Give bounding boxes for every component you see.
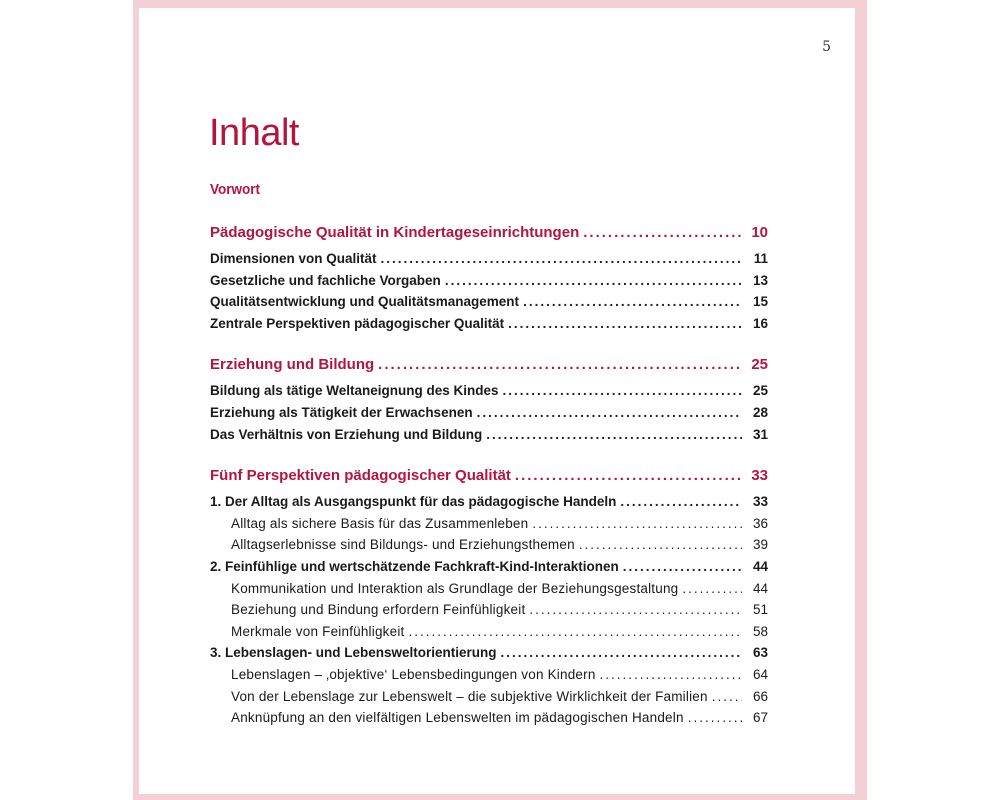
toc-subentry[interactable] — [210, 534, 768, 556]
dot-leader — [508, 313, 742, 335]
dot-leader — [486, 424, 742, 446]
dot-leader — [712, 686, 742, 708]
toc-page-number: 44 — [752, 580, 768, 596]
dot-leader — [523, 291, 742, 313]
toc-entry[interactable] — [210, 402, 768, 424]
toc-page-number: 67 — [752, 710, 768, 726]
toc-subentry-label: Merkmale von Feinfühligkeit — [231, 623, 405, 639]
toc-entry[interactable] — [210, 248, 768, 270]
toc-entry-label: Zentrale Perspektiven pädagogischer Qualität — [210, 315, 505, 331]
toc-entry-label: Gesetzliche und fachliche Vorgaben — [210, 272, 441, 288]
toc-subentry-label: Lebenslagen – ‚objektive‘ Lebensbedingungen von Kindern — [231, 666, 596, 682]
toc-subentry[interactable] — [210, 599, 768, 621]
toc-page-number: 28 — [752, 404, 768, 420]
dot-leader — [408, 621, 742, 643]
toc-vorwort[interactable]: Vorwort — [210, 181, 261, 198]
dot-leader — [688, 707, 742, 729]
toc-heading-label: Pädagogische Qualität in Kindertageseinrichtungen — [210, 224, 580, 241]
toc-page-number: 15 — [752, 294, 768, 310]
toc-entry-label: 2. Feinfühlige und wertschätzende Fachkraft-Kind-Interaktionen — [210, 558, 619, 574]
dot-leader — [381, 248, 742, 270]
toc-page-number: 33 — [751, 467, 768, 485]
toc-subentry[interactable] — [210, 578, 768, 600]
dot-leader — [620, 491, 742, 513]
toc-entry[interactable] — [210, 491, 768, 513]
dot-leader — [378, 352, 742, 378]
toc-subentry-label: Kommunikation und Interaktion als Grundlage der Beziehungsgestaltung — [231, 580, 679, 596]
toc-heading[interactable] — [210, 352, 768, 378]
toc-entry[interactable] — [210, 291, 768, 313]
toc-page-number: 16 — [752, 315, 768, 331]
toc-entry-label: Bildung als tätige Weltaneignung des Kindes — [210, 383, 499, 399]
dot-leader — [682, 578, 742, 600]
dot-leader — [477, 402, 742, 424]
toc-subentry-label: Alltagserlebnisse sind Bildungs- und Erziehungsthemen — [231, 537, 575, 553]
page-number: 5 — [822, 39, 831, 55]
toc-entry-label: 3. Lebenslagen- und Lebensweltorientierung — [210, 645, 497, 661]
toc-page-number: 66 — [752, 688, 768, 704]
dot-leader — [532, 513, 742, 535]
toc-heading[interactable] — [210, 220, 768, 246]
toc-heading-label: Fünf Perspektiven pädagogischer Qualität — [210, 467, 511, 485]
toc-page-number: 25 — [751, 356, 768, 374]
toc-page-number: 33 — [752, 494, 768, 510]
toc-page-number: 39 — [752, 537, 768, 553]
dot-leader — [623, 556, 742, 578]
toc-page-number: 13 — [752, 272, 768, 288]
toc-subentry-label: Von der Lebenslage zur Lebenswelt – die subjektive Wirklichkeit der Familien — [231, 688, 708, 704]
document-page — [139, 8, 855, 794]
dot-leader — [445, 270, 742, 292]
dot-leader — [503, 380, 742, 402]
toc-page-number: 63 — [752, 645, 768, 661]
table-of-contents — [210, 178, 768, 729]
toc-page-number: 51 — [752, 602, 768, 618]
toc-entry[interactable] — [210, 556, 768, 578]
dot-leader — [515, 463, 742, 489]
toc-section-fuenf-perspektiven — [210, 463, 768, 729]
toc-page-number: 58 — [752, 623, 768, 639]
toc-entry-label: Erziehung als Tätigkeit der Erwachsenen — [210, 404, 473, 420]
toc-page-number: 36 — [752, 515, 768, 531]
toc-subentry-label: Alltag als sichere Basis für das Zusammenleben — [231, 515, 529, 531]
toc-entry-label: 1. Der Alltag als Ausgangspunkt für das pädagogische Handeln — [210, 494, 617, 510]
toc-heading-label: Erziehung und Bildung — [210, 356, 375, 374]
toc-subentry[interactable] — [210, 686, 768, 708]
dot-leader — [579, 534, 742, 556]
toc-page-number: 25 — [752, 383, 768, 399]
page-title: Inhalt — [209, 112, 299, 154]
toc-subentry[interactable] — [210, 513, 768, 535]
dot-leader — [600, 664, 742, 686]
toc-heading[interactable] — [210, 463, 768, 489]
dot-leader — [583, 220, 742, 246]
toc-entry-label: Das Verhältnis von Erziehung und Bildung — [210, 426, 483, 442]
toc-page-number: 11 — [753, 251, 768, 266]
toc-entry[interactable] — [210, 313, 768, 335]
toc-entry-label: Qualitätsentwicklung und Qualitätsmanagement — [210, 294, 520, 310]
toc-entry[interactable] — [210, 270, 768, 292]
toc-entry[interactable] — [210, 424, 768, 446]
toc-entry[interactable] — [210, 380, 768, 402]
toc-subentry[interactable] — [210, 707, 768, 729]
toc-page-number: 64 — [752, 666, 768, 682]
toc-subentry[interactable] — [210, 664, 768, 686]
toc-subentry-label: Anknüpfung an den vielfältigen Lebenswelten im pädagogischen Handeln — [231, 710, 684, 726]
dot-leader — [501, 642, 742, 664]
toc-page-number: 44 — [752, 558, 768, 574]
toc-page-number: 31 — [752, 426, 768, 442]
toc-section-erziehung-und-bildung — [210, 352, 768, 445]
toc-section-paedagogische-qualitaet — [210, 220, 768, 334]
toc-entry-label: Dimensionen von Qualität — [210, 251, 377, 266]
toc-page-number: 10 — [751, 224, 768, 241]
dot-leader — [529, 599, 742, 621]
toc-entry[interactable] — [210, 642, 768, 664]
toc-subentry[interactable] — [210, 621, 768, 643]
toc-subentry-label: Beziehung und Bindung erfordern Feinfühligkeit — [231, 602, 526, 618]
